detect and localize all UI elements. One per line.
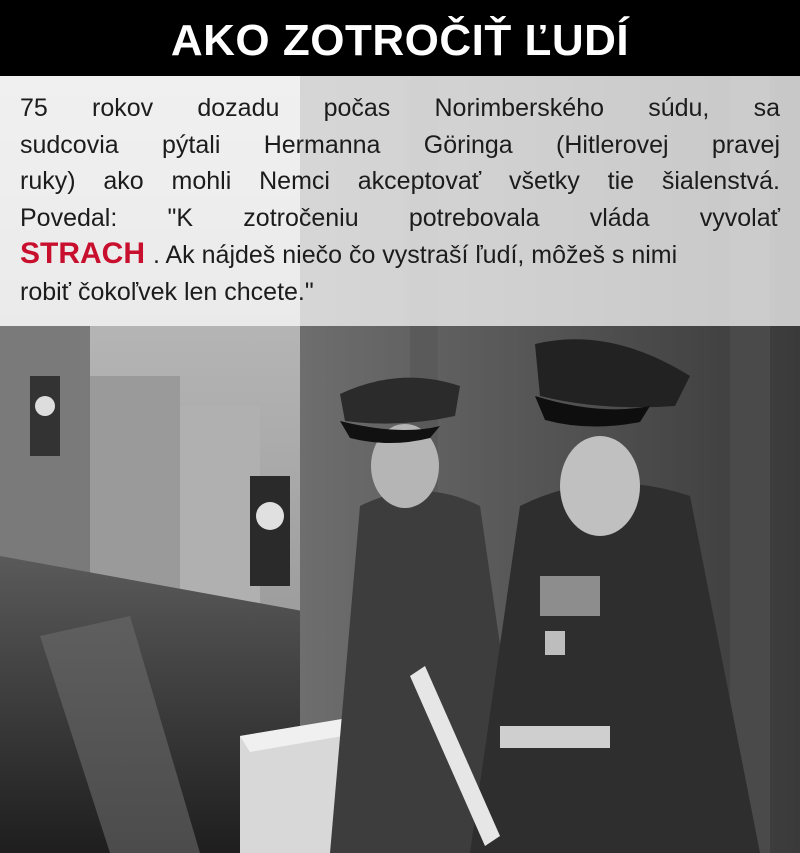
caption-line-5 xyxy=(20,236,780,274)
headline: AKO ZOTROČIŤ ĽUDÍ xyxy=(0,0,800,76)
caption-line-6: robiť čokoľvek len chcete." xyxy=(20,277,314,306)
caption-line-5-rest: . Ak nájdeš niečo čo vystraší ľudí, môžeš s nimi xyxy=(153,241,678,269)
caption-line-4: Povedal: "K zotročeniu potrebovala vláda vyvolať xyxy=(20,203,780,232)
caption-line-2: sudcovia pýtali Hermanna Göringa (Hitlerovej pravej xyxy=(20,130,780,159)
caption-line-3: ruky) ako mohli Nemci akceptovať všetky tie šialenstvá. xyxy=(20,167,780,195)
fear-highlight: STRACH xyxy=(20,237,145,270)
caption-line-1: 75 rokov dozadu počas Norimberského súdu, sa xyxy=(20,94,780,122)
caption-panel xyxy=(0,76,800,326)
quote-text xyxy=(20,90,780,310)
